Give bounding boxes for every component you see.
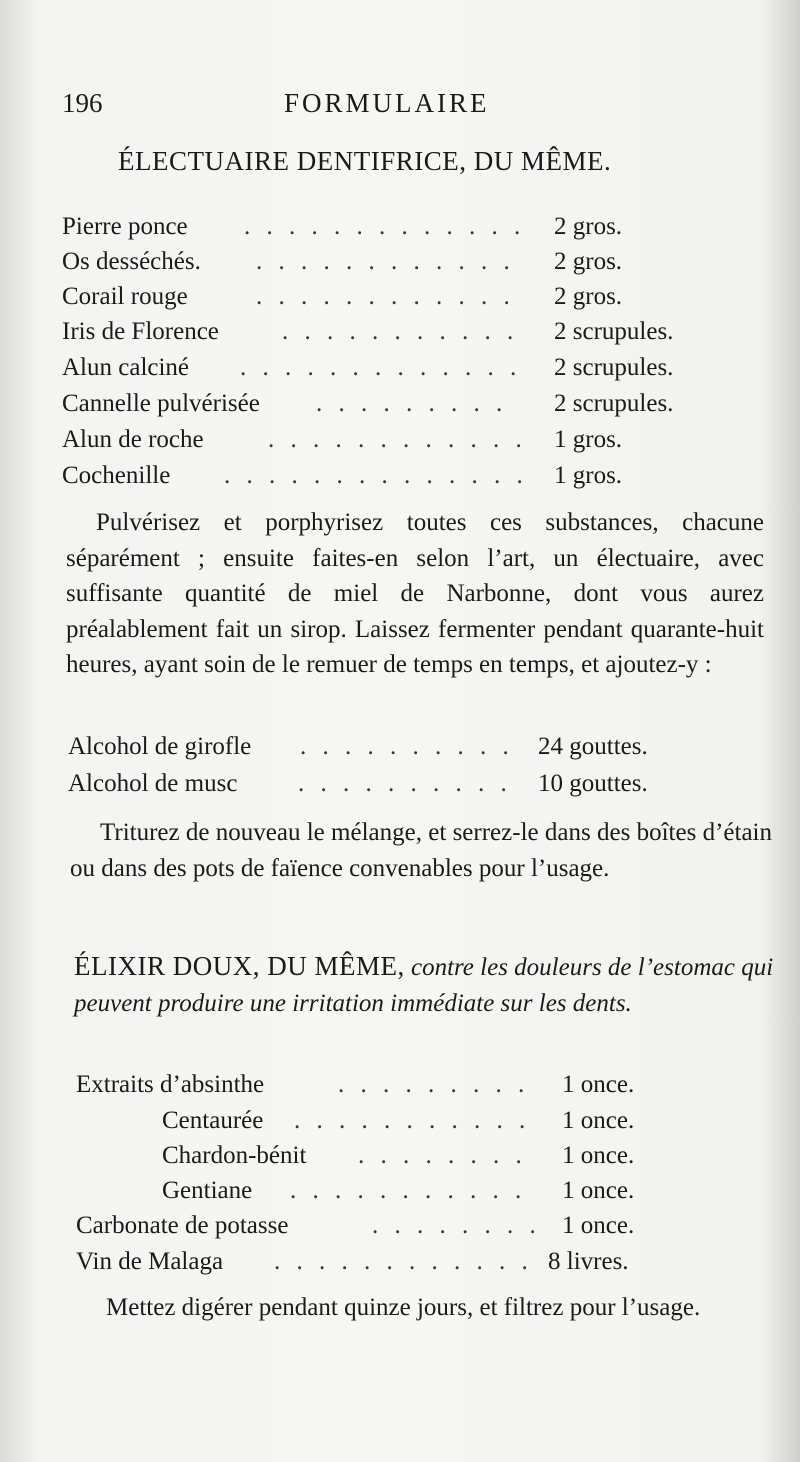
ingredient-row <box>76 1248 716 1282</box>
section-title-electuaire: ÉLECTUAIRE DENTIFRICE, DU MÊME. <box>118 146 612 176</box>
ingredient-name: Pierre ponce <box>62 213 188 240</box>
ingredient-name: Cannelle pulvérisée <box>62 390 260 417</box>
leader-dots: . . . . . . . . . . . <box>282 318 519 345</box>
running-head: FORMULAIRE <box>284 88 490 118</box>
page-number: 196 <box>62 88 103 118</box>
ingredient-row <box>76 1071 716 1105</box>
leader-dots: . . . . . . . . . . . . <box>274 1248 533 1275</box>
ingredient-row <box>76 1142 716 1176</box>
ingredient-name: Corail rouge <box>62 283 188 310</box>
elixir-closing-paragraph: Mettez digérer pendant quinze jours, et filtrez pour l’usage. <box>106 1294 701 1321</box>
leader-dots: . . . . . . . . . . . <box>290 1177 527 1204</box>
ingredient-row <box>62 354 722 388</box>
leader-dots: . . . . . . . . . . . . . <box>244 213 526 240</box>
leader-dots: . . . . . . . . . . . <box>294 1107 531 1134</box>
ingredient-name: Extraits d’absinthe <box>76 1071 265 1098</box>
page-header <box>62 88 740 128</box>
ingredient-quantity: 2 gros. <box>554 283 623 310</box>
ingredient-quantity: 10 gouttes. <box>538 770 648 797</box>
ingredient-quantity: 1 gros. <box>554 426 623 453</box>
ingredient-row <box>62 426 702 460</box>
ingredient-row <box>62 390 722 424</box>
section-subtitle-elixir: contre les douleurs de l’estomac qui peuvent produire une irritation immédiate sur les dents. <box>74 954 774 1017</box>
ingredient-row <box>62 318 722 352</box>
ingredient-name: Cochenille <box>62 462 171 489</box>
ingredient-quantity: 2 scrupules. <box>554 390 674 417</box>
ingredient-name: Alcohol de girofle <box>68 733 252 760</box>
section-title-elixir: ÉLIXIR DOUX, DU MÊME, <box>74 951 405 981</box>
ingredient-quantity: 1 once. <box>562 1212 635 1239</box>
ingredient-row <box>62 213 702 247</box>
leader-dots: . . . . . . . . . . <box>298 770 512 797</box>
leader-dots: . . . . . . . . <box>372 1212 541 1239</box>
elixir-heading <box>74 948 774 1022</box>
ingredient-quantity: 2 scrupules. <box>554 354 674 381</box>
ingredient-quantity: 1 once. <box>562 1071 635 1098</box>
leader-dots: . . . . . . . . . . . . . <box>240 354 522 381</box>
ingredient-name: Vin de Malaga <box>76 1248 224 1275</box>
ingredient-quantity: 24 gouttes. <box>538 733 648 760</box>
closing-paragraph: Triturez de nouveau le mélange, et serrez-le dans des boîtes d’étain ou dans des pots de faïence convenables pour l’usage. <box>70 819 772 882</box>
ingredient-quantity: 1 once. <box>562 1107 635 1134</box>
ingredient-row <box>62 283 702 317</box>
ingredient-quantity: 2 gros. <box>554 213 623 240</box>
ingredient-quantity: 1 once. <box>562 1142 635 1169</box>
ingredient-name: Iris de Florence <box>62 318 219 345</box>
ingredient-name: Centaurée <box>162 1107 264 1134</box>
leader-dots: . . . . . . . . . <box>316 390 508 417</box>
leader-dots: . . . . . . . . . . . . <box>268 426 527 453</box>
ingredient-row <box>76 1177 716 1211</box>
ingredient-row <box>76 1212 716 1246</box>
ingredient-name: Alun de roche <box>62 426 204 453</box>
leader-dots: . . . . . . . . . . . . <box>256 283 515 310</box>
ingredient-name: Alcohol de musc <box>68 770 238 797</box>
ingredient-name: Alun calciné <box>62 354 190 381</box>
leader-dots: . . . . . . . . <box>358 1142 527 1169</box>
ingredient-name: Os desséchés. <box>62 248 201 275</box>
ingredient-quantity: 1 once. <box>562 1177 635 1204</box>
ingredient-row <box>62 248 702 282</box>
ingredient-quantity: 1 gros. <box>554 462 623 489</box>
leader-dots: . . . . . . . . . . <box>300 733 514 760</box>
instructions-paragraph: Pulvérisez et porphyrisez toutes ces substances, chacune séparément ; ensuite faites-en selon l’art, un électuaire, avec suffisante quantité de miel de Narbonne, dont vous aurez préalablement fait un sirop. Laissez fermenter pendant quarante-huit heures, ayant soin de le remuer de temps en temps, et ajoutez-y : <box>66 509 764 678</box>
ingredient-row <box>68 733 708 767</box>
ingredient-name: Gentiane <box>162 1177 253 1204</box>
ingredient-name: Carbonate de potasse <box>76 1212 289 1239</box>
ingredient-quantity: 2 scrupules. <box>554 318 674 345</box>
ingredient-row <box>62 462 702 496</box>
ingredient-name: Chardon-bénit <box>162 1142 307 1169</box>
ingredient-quantity: 8 livres. <box>548 1248 629 1275</box>
ingredient-row <box>76 1107 716 1141</box>
leader-dots: . . . . . . . . . <box>338 1071 530 1098</box>
ingredient-quantity: 2 gros. <box>554 248 623 275</box>
leader-dots: . . . . . . . . . . . . <box>256 248 515 275</box>
ingredient-row <box>68 770 708 804</box>
leader-dots: . . . . . . . . . . . . . . <box>224 462 528 489</box>
